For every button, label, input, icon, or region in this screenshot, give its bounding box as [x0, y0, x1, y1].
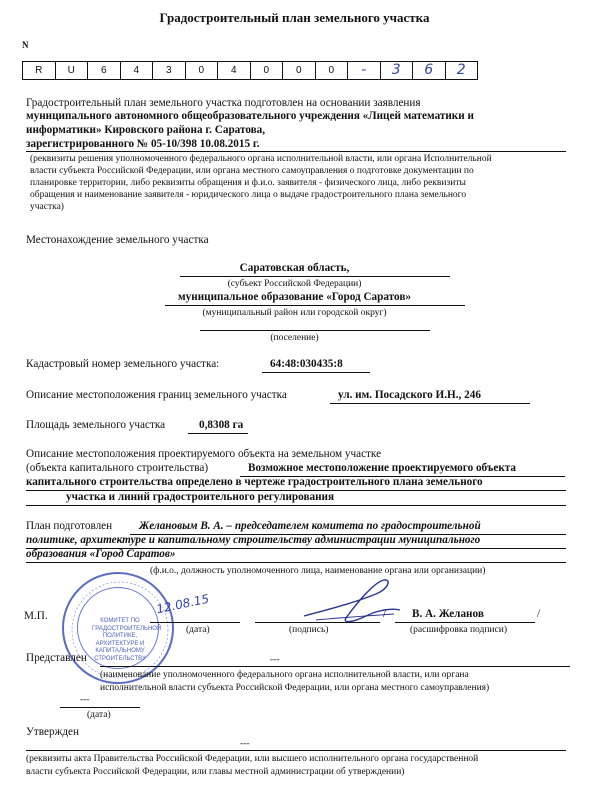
plan-number-cell: U	[56, 62, 89, 79]
signer-name: В. А. Желанов	[412, 608, 484, 620]
intro-line-1: Градостроительный план земельного участка подготовлен на основании заявления	[26, 97, 421, 109]
object-line-2-label: (объекта капитального строительства)	[26, 462, 209, 474]
submitted-date-caption: (дата)	[87, 710, 111, 720]
intro-line-2: муниципального автономного общеобразовательного учреждения «Лицей математики и	[26, 110, 474, 122]
object-line-2-value: Возможное местоположение проектируемого объекта	[248, 462, 517, 474]
plan-number-cell: 2	[446, 62, 479, 79]
intro-note-1: (реквизиты решения уполномоченного федерального органа исполнительной власти, или органа Исполнительной	[30, 154, 492, 164]
number-sign: N	[22, 40, 29, 50]
plan-number-cell: 0	[251, 62, 284, 79]
object-line-1: Описание местоположения проектируемого объекта на земельном участке	[26, 448, 382, 460]
region-caption: (субъект Российской Федерации)	[227, 279, 362, 289]
approved-label: Утвержден	[26, 726, 79, 738]
intro-note-4: обращения и наименование заявителя - юридического лица о выдаче градостроительного плана земельного	[30, 190, 467, 200]
slash-2: /	[537, 608, 541, 620]
prepared-label: План подготовлен	[26, 520, 113, 532]
municipality-caption: (муниципальный район или городской округ)	[202, 308, 387, 318]
stamp-text: КОМИТЕТ ПО ГРАДОСТРОИТЕЛЬНОЙ ПОЛИТИКЕ, АРХИТЕКТУРЕ И КАПИТАЛЬНОМУ СТРОИТЕЛЬСТВУ	[92, 618, 162, 662]
mp-label: М.П.	[24, 610, 48, 622]
borders-label: Описание местоположения границ земельного участка	[26, 389, 287, 401]
location-municipality: муниципальное образование «Город Саратов»	[178, 291, 411, 303]
plan-number-cell: 6	[413, 62, 446, 79]
approved-caption-2: власти субъекта Российской Федерации, или главы местной администрации об утверждении)	[26, 767, 405, 777]
signature-icon	[296, 574, 406, 629]
intro-note-5: участка)	[30, 202, 64, 212]
plan-number-cell: 3	[381, 62, 414, 79]
prepared-line-3: образования «Город Саратов»	[26, 548, 176, 560]
intro-note-2: власти субъекта Российской Федерации, или органа местного самоуправления о подготовке документации по	[30, 166, 474, 176]
approved-caption-1: (реквизиты акта Правительства Российской Федерации, или высшего исполнительного органа государственной	[26, 754, 479, 764]
submitted-caption-1: (наименование уполномоченного федерального органа исполнительной власти, или органа	[100, 670, 469, 680]
approved-dashes: ---	[240, 739, 250, 749]
borders-value: ул. им. Посадского И.Н., 246	[338, 389, 481, 401]
intro-note-3: планировке территории, либо реквизиты обращения и ф.и.о. заявителя - физического лица, либо реквизиты	[30, 178, 466, 188]
decode-caption: (расшифровка подписи)	[410, 625, 507, 635]
object-line-3: капитального строительства определено в чертеже градостроительного плана земельного	[26, 476, 483, 488]
settlement-caption: (поселение)	[270, 333, 319, 343]
object-line-4: участка и линий градостроительного регулирования	[66, 491, 335, 503]
submitted-caption-2: исполнительной власти субъекта Российской Федерации, или органа местного самоуправления)	[100, 683, 490, 693]
submitted-label: Представлен	[26, 652, 87, 664]
official-stamp	[62, 572, 174, 684]
plan-number-cell: -	[348, 62, 381, 79]
plan-number-cell: 0	[186, 62, 219, 79]
plan-number-cell: 3	[153, 62, 186, 79]
intro-line-3: информатики» Кировского района г. Саратова,	[26, 124, 266, 136]
prepared-line-2: политике, архитектуре и капитальному строительству администрации муниципального	[26, 534, 481, 546]
plan-number-cell: 0	[316, 62, 349, 79]
prepared-caption: (ф.и.о., должность уполномоченного лица, наименование органа или организации)	[150, 566, 486, 576]
location-heading: Местонахождение земельного участка	[26, 234, 209, 246]
plan-number-cell: 4	[218, 62, 251, 79]
cadastral-value: 64:48:030435:8	[270, 358, 343, 370]
prepared-line-1: Желановым В. А. – председателем комитета по градостроительной	[139, 520, 481, 532]
plan-number-cell: 4	[121, 62, 154, 79]
cadastral-label: Кадастровый номер земельного участка:	[26, 358, 220, 370]
location-region: Саратовская область,	[239, 262, 350, 274]
document-title: Градостроительный план земельного участка	[159, 10, 430, 25]
submitted-date-dashes: ---	[80, 695, 90, 705]
plan-number-cell: R	[23, 62, 56, 79]
plan-number-cell: 0	[283, 62, 316, 79]
handwritten-date: 12.08.15	[155, 591, 211, 617]
submitted-dashes: ---	[270, 655, 280, 665]
date-caption: (дата)	[186, 625, 210, 635]
sign-caption: (подпись)	[289, 625, 329, 635]
area-value: 0,8308 га	[199, 419, 244, 431]
plan-number-cell: 6	[88, 62, 121, 79]
intro-line-4: зарегистрированного № 05-10/398 10.08.2015 г.	[26, 138, 260, 150]
plan-number-grid	[22, 61, 478, 80]
area-label: Площадь земельного участка	[26, 419, 166, 431]
slash-1: /	[383, 608, 387, 620]
